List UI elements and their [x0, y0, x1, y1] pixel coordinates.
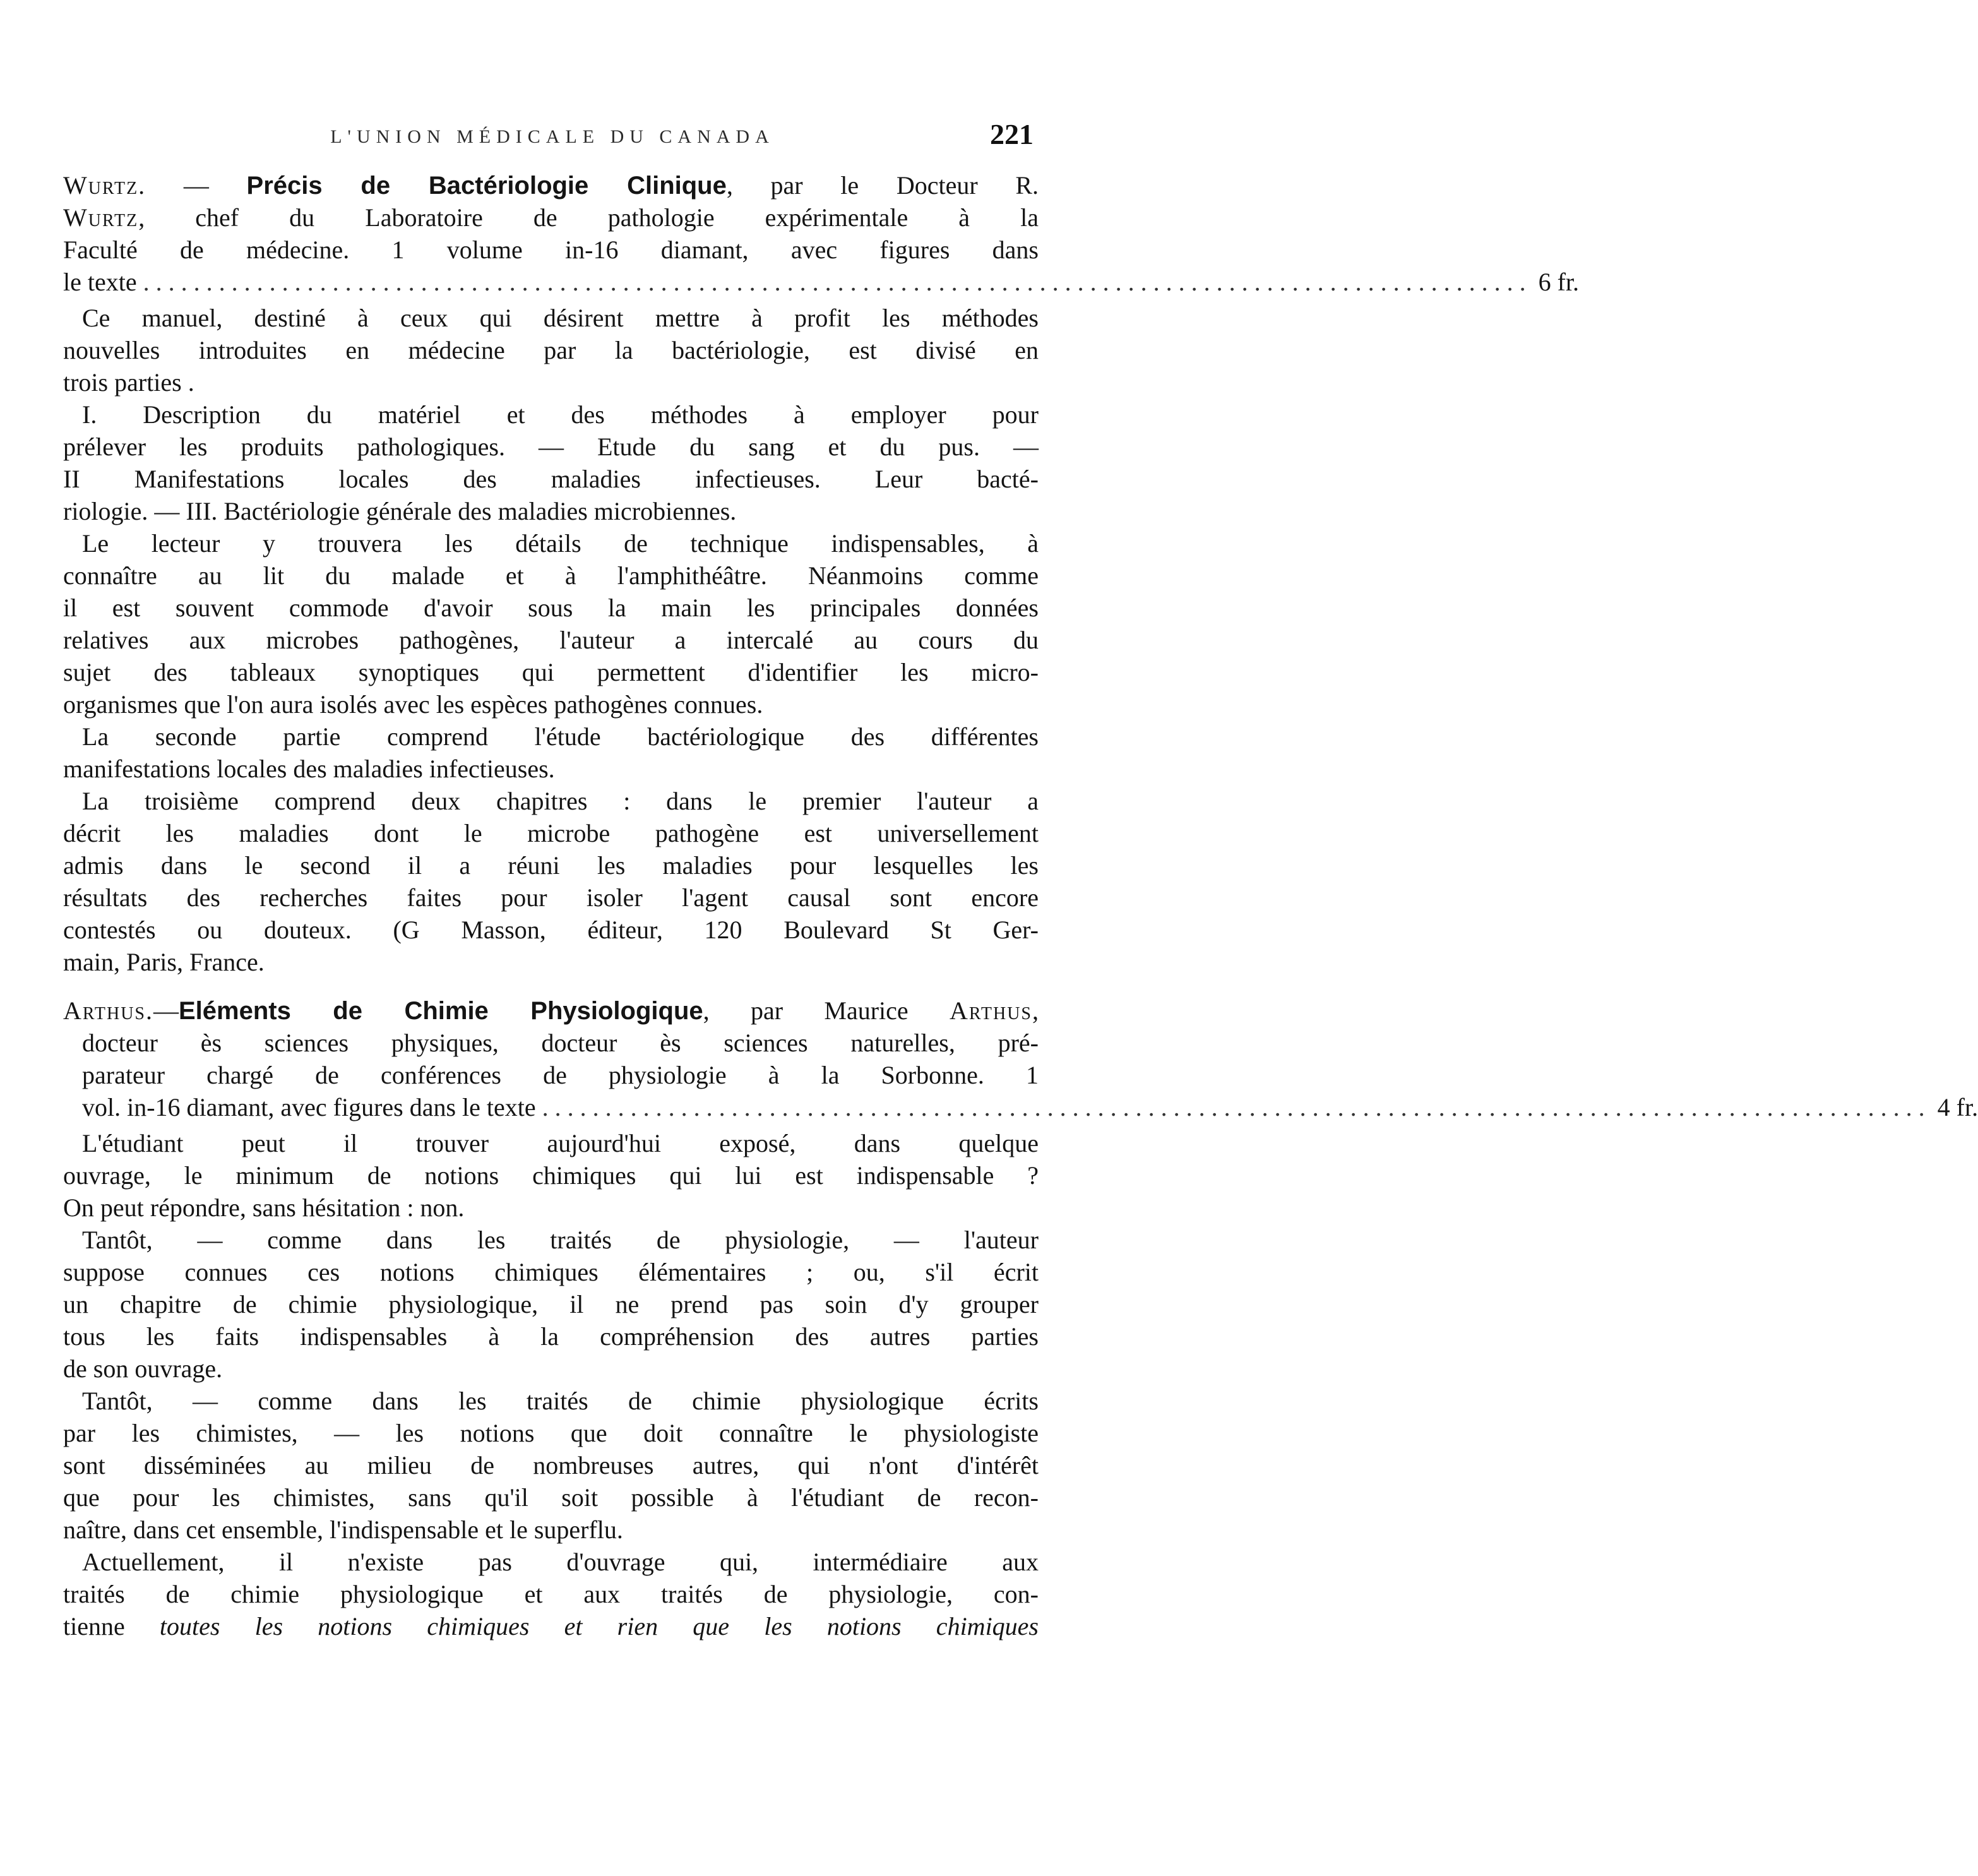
paragraph-line: riologie. — III. Bactériologie générale des maladies microbiennes.	[63, 497, 737, 525]
paragraph	[63, 1385, 1039, 1546]
heading-rest: ,	[1032, 996, 1039, 1025]
paragraph	[63, 1546, 1039, 1610]
paragraph-line: admis dans le second il a réuni les maladies pour lesquelles les	[63, 851, 1039, 880]
review-paragraphs	[63, 302, 1039, 978]
italic-emphasis: toutes les notions chimiques et rien que les notions chimiques	[159, 1612, 1039, 1640]
review-heading-line	[63, 201, 1039, 234]
review-heading-line: docteur ès sciences physiques, docteur ès sciences naturelles, pré-	[82, 1029, 1039, 1057]
paragraph	[63, 398, 1039, 527]
price-line	[63, 1091, 1978, 1123]
paragraph-line: traités de chimie physiologique et aux traités de physiologie, con-	[63, 1580, 1039, 1608]
review-heading-line: Faculté de médecine. 1 volume in-16 diamant, avec figures dans	[63, 236, 1039, 264]
leader-dots: ..............................................................................................................	[143, 268, 1532, 296]
title-dash: —	[146, 171, 247, 200]
review-wurtz	[63, 169, 1580, 978]
paragraph-line: de son ouvrage.	[63, 1354, 223, 1383]
paragraph-line: tous les faits indispensables à la compréhension des autres parties	[63, 1322, 1039, 1351]
author-lead: Wurtz.	[63, 171, 146, 200]
heading-rest: , chef du Laboratoire de pathologie expérimentale à la	[138, 203, 1039, 232]
heading-rest: , par Maurice	[703, 996, 950, 1025]
leader-dots: ..............................................................................................................	[542, 1093, 1931, 1121]
paragraph-line	[63, 1610, 1039, 1642]
paragraph-line: L'étudiant peut il trouver aujourd'hui exposé, dans quelque	[82, 1129, 1039, 1157]
paragraph-line: On peut répondre, sans hésitation : non.	[63, 1193, 465, 1222]
paragraph-line: relatives aux microbes pathogènes, l'auteur a intercalé au cours du	[63, 626, 1039, 654]
paragraph-line: manifestations locales des maladies infectieuses.	[63, 755, 555, 783]
paragraph-line: sont disséminées au milieu de nombreuses autres, qui n'ont d'intérêt	[63, 1451, 1039, 1479]
title-dash: —	[153, 996, 179, 1025]
running-title: L'UNION MÉDICALE DU CANADA	[330, 126, 775, 147]
author-name: Arthus	[950, 996, 1032, 1025]
paragraph-line: ouvrage, le minimum de notions chimiques qui lui est indispensable ?	[63, 1161, 1039, 1190]
paragraph-line: contestés ou douteux. (G Masson, éditeur, 120 Boulevard St Ger-	[63, 916, 1039, 944]
paragraph-line: naître, dans cet ensemble, l'indispensable et le superflu.	[63, 1515, 623, 1544]
book-title: Précis de Bactériologie Clinique	[246, 172, 727, 200]
review-heading-line	[63, 995, 1039, 1027]
paragraph	[63, 720, 1039, 785]
page-body	[63, 169, 1978, 1659]
author-lead: Arthus.	[63, 996, 153, 1025]
paragraph-line: un chapitre de chimie physiologique, il ne prend pas soin d'y grouper	[63, 1290, 1039, 1318]
paragraph-line: organismes que l'on aura isolés avec les espèces pathogènes connues.	[63, 690, 763, 719]
paragraph	[63, 1127, 1039, 1224]
paragraph-line: La seconde partie comprend l'étude bactériologique des différentes	[82, 722, 1039, 751]
paragraph-line: I. Description du matériel et des méthodes à employer pour	[82, 400, 1039, 429]
paragraph-line: que pour les chimistes, sans qu'il soit possible à l'étudiant de recon-	[63, 1483, 1039, 1512]
price-label: le texte	[63, 268, 137, 296]
heading-rest: , par le Docteur R.	[726, 171, 1039, 200]
paragraph-line: sujet des tableaux synoptiques qui permettent d'identifier les micro-	[63, 658, 1039, 686]
review-heading-line: parateur chargé de conférences de physiologie à la Sorbonne. 1	[82, 1061, 1039, 1089]
paragraph-line: par les chimistes, — les notions que doit connaître le physiologiste	[63, 1419, 1039, 1447]
paragraph-line: nouvelles introduites en médecine par la bactériologie, est divisé en	[63, 336, 1039, 364]
paragraph-line: La troisième comprend deux chapitres : dans le premier l'auteur a	[82, 787, 1039, 815]
paragraph-line: II Manifestations locales des maladies infectieuses. Leur bacté-	[63, 465, 1039, 493]
paragraph	[63, 1224, 1039, 1385]
paragraph-line: main, Paris, France.	[63, 948, 265, 976]
paragraph	[63, 527, 1039, 720]
price-line	[63, 266, 1580, 298]
paragraph-line: trois parties .	[63, 368, 194, 397]
paragraph-line: connaître au lit du malade et à l'amphithéâtre. Néanmoins comme	[63, 561, 1039, 590]
review-arthus	[63, 995, 1978, 1642]
paragraph-line: Tantôt, — comme dans les traités de physiologie, — l'auteur	[82, 1226, 1039, 1254]
price: 6 fr.	[1538, 268, 1580, 296]
paragraph-line: prélever les produits pathologiques. — Etude du sang et du pus. —	[63, 433, 1039, 461]
paragraph	[63, 785, 1039, 978]
page-header	[0, 117, 1138, 162]
paragraph-line: Le lecteur y trouvera les détails de technique indispensables, à	[82, 529, 1039, 558]
paragraph	[63, 302, 1039, 398]
review-heading-line	[63, 169, 1039, 201]
line-start: tienne	[63, 1612, 160, 1640]
paragraph-line: Tantôt, — comme dans les traités de chimie physiologique écrits	[82, 1387, 1039, 1415]
paragraph-line: il est souvent commode d'avoir sous la main les principales données	[63, 594, 1039, 622]
price: 4 fr.	[1937, 1093, 1978, 1121]
paragraph-line: Actuellement, il n'existe pas d'ouvrage qui, intermédiaire aux	[82, 1548, 1039, 1576]
paragraph-line: résultats des recherches faites pour isoler l'agent causal sont encore	[63, 883, 1039, 912]
author-name: Wurtz	[63, 203, 139, 232]
paragraph-line: décrit les maladies dont le microbe pathogène est universellement	[63, 819, 1039, 847]
price-label: vol. in-16 diamant, avec figures dans le texte	[82, 1093, 536, 1121]
paragraph-line: suppose connues ces notions chimiques élémentaires ; ou, s'il écrit	[63, 1258, 1039, 1286]
review-paragraphs	[63, 1127, 1039, 1610]
page-number: 221	[990, 118, 1034, 150]
paragraph-line: Ce manuel, destiné à ceux qui désirent mettre à profit les méthodes	[82, 304, 1039, 332]
book-title: Eléments de Chimie Physiologique	[179, 997, 703, 1025]
